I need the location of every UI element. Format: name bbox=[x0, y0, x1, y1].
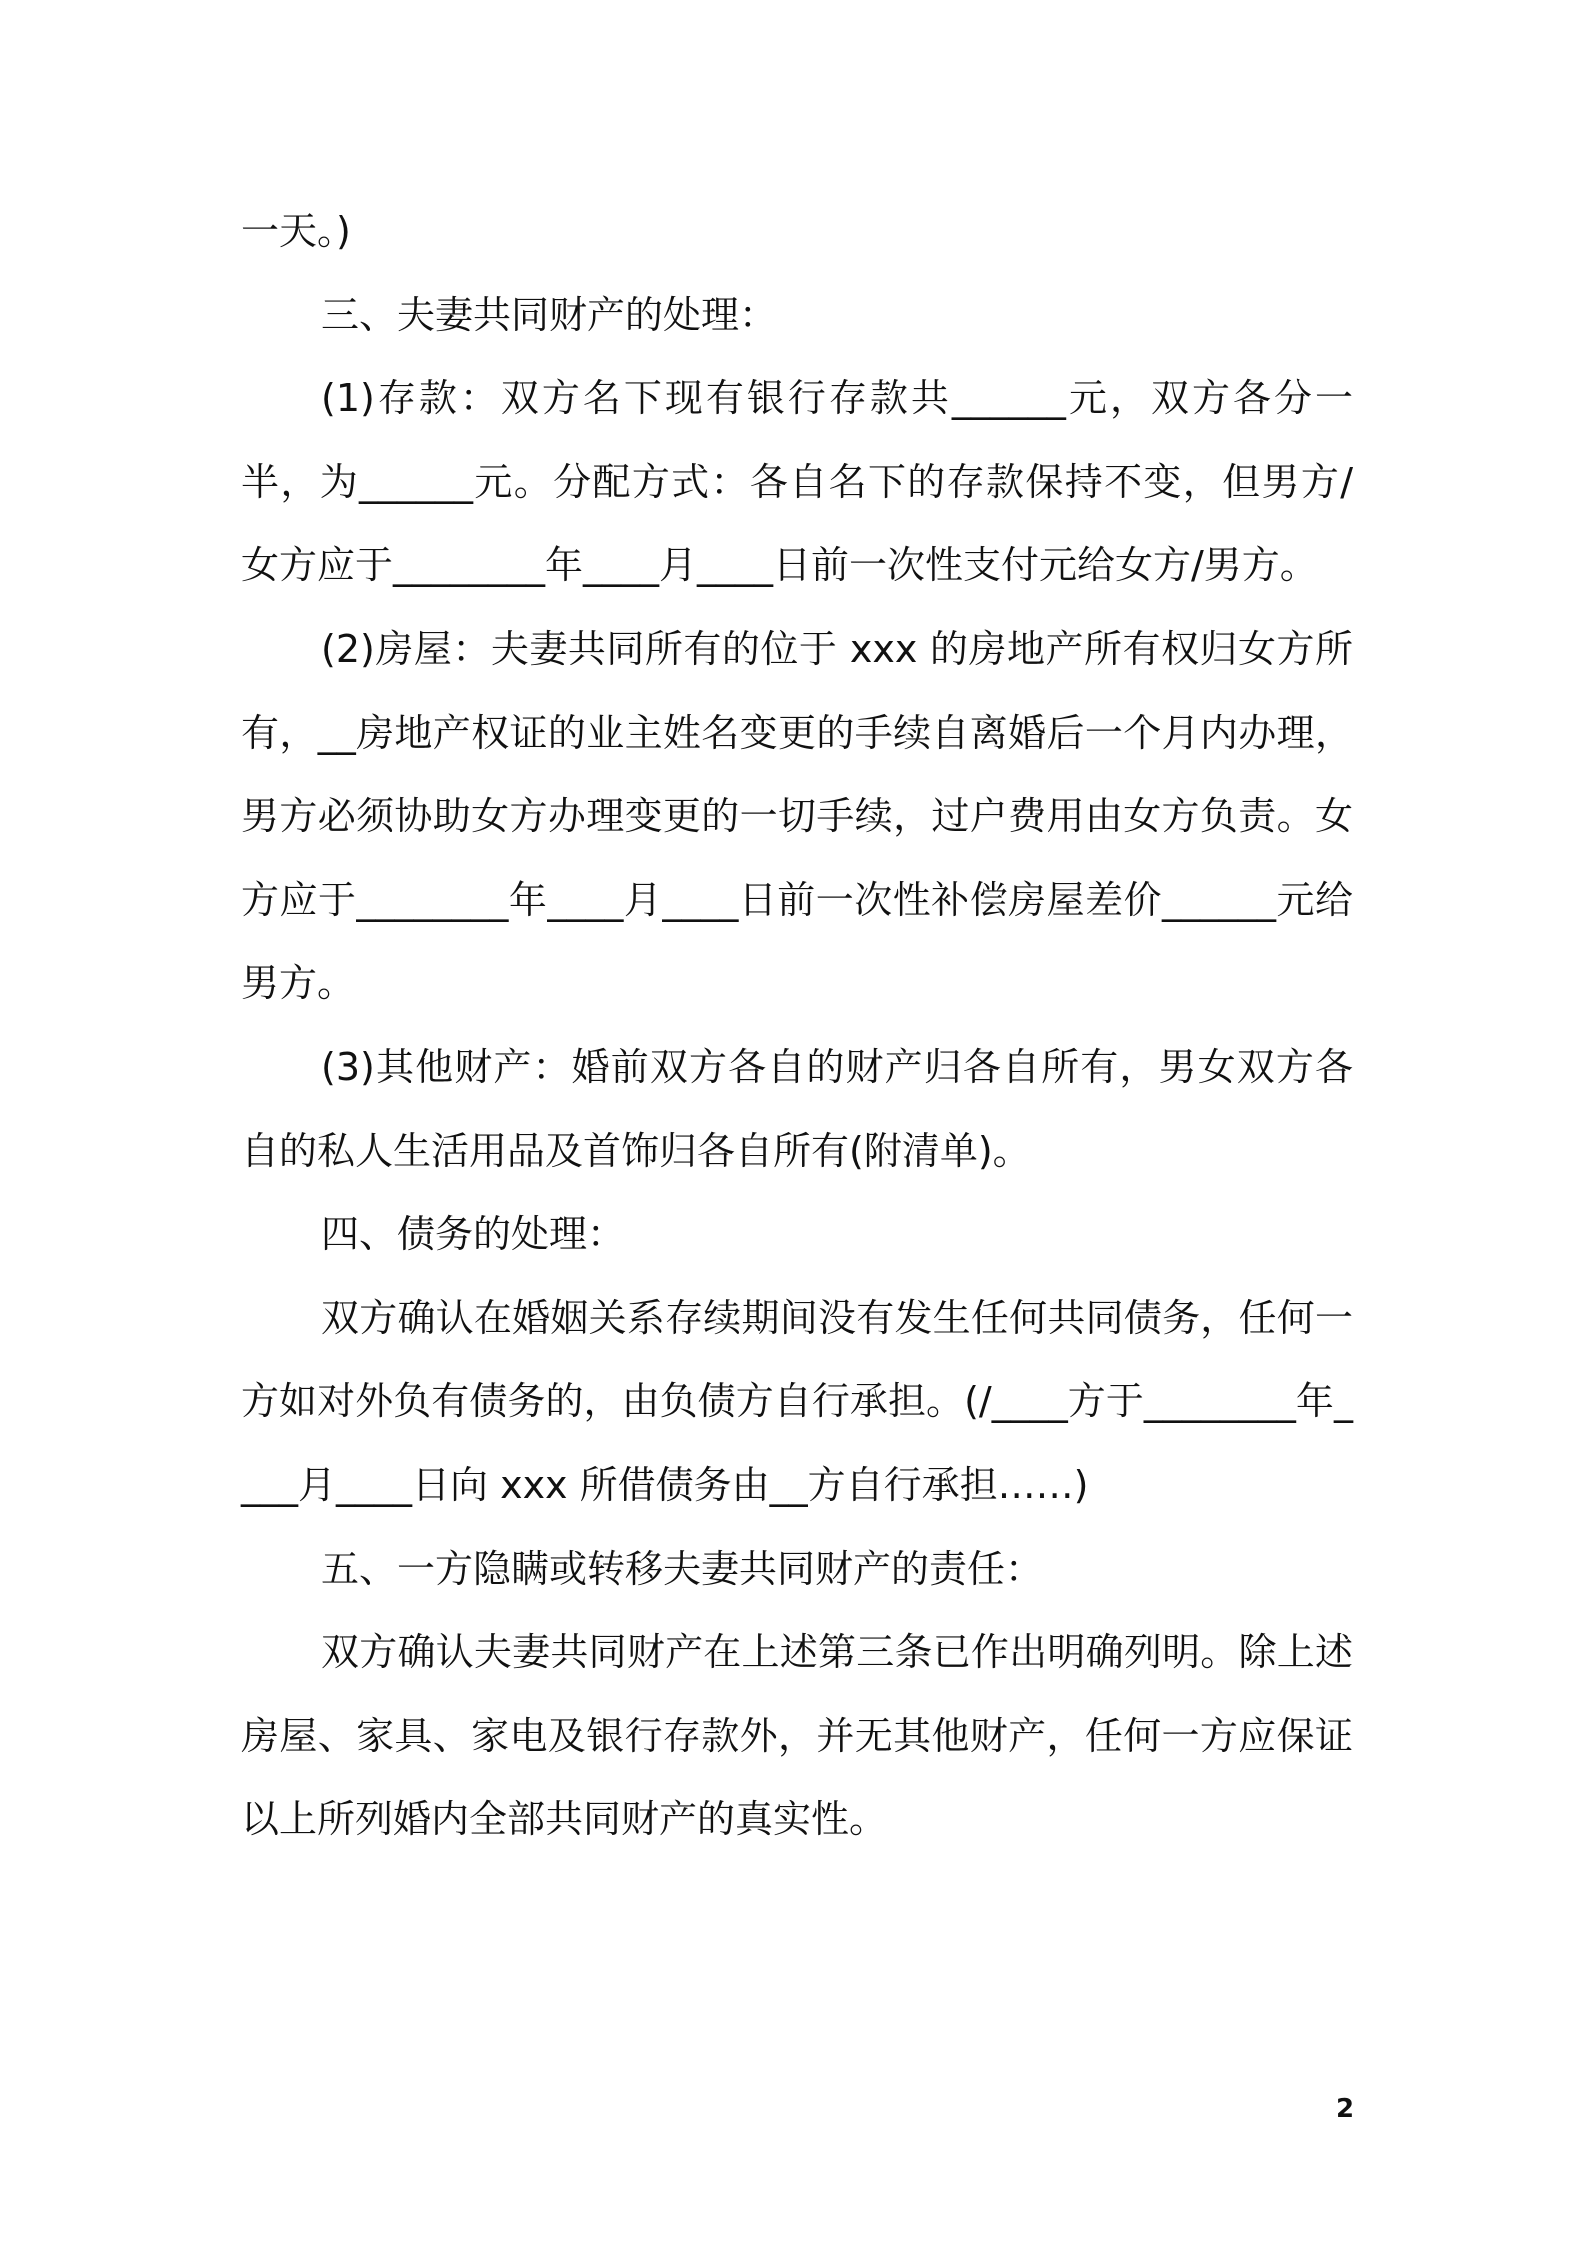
paragraph-debts: 双方确认在婚姻关系存续期间没有发生任何共同债务，任何一方如对外负有债务的，由负债方自行承担。(/____方于________年____月____日向 xxx 所借债务由__方自行承担……) bbox=[241, 1295, 1353, 1507]
section-heading-debts: 四、债务的处理： bbox=[321, 1212, 626, 1257]
document-body bbox=[241, 190, 1353, 1862]
paragraph-continuation: 一天。) bbox=[241, 209, 351, 253]
paragraph-house: (2)房屋：夫妻共同所有的位于 xxx 的房地产所有权归女方所有，__房地产权证的业主姓名变更的手续自离婚后一个月内办理，男方必须协助女方办理变更的一切手续，过户费用由女方负责。女方应于________年____月____日前一次性补偿房屋差价______元给男方。 bbox=[241, 626, 1353, 1006]
page-number: 2 bbox=[1336, 2094, 1355, 2124]
paragraph-other-property: (3)其他财产：婚前双方各自的财产归各自所有，男女双方各自的私人生活用品及首饰归各自所有(附清单)。 bbox=[241, 1044, 1353, 1173]
section-heading-concealment: 五、一方隐瞒或转移夫妻共同财产的责任： bbox=[321, 1546, 1044, 1591]
section-heading-joint-property: 三、夫妻共同财产的处理： bbox=[321, 292, 778, 337]
paragraph-concealment: 双方确认夫妻共同财产在上述第三条已作出明确列明。除上述房屋、家具、家电及银行存款外，并无其他财产，任何一方应保证以上所列婚内全部共同财产的真实性。 bbox=[241, 1630, 1353, 1842]
paragraph-deposits: (1)存款：双方名下现有银行存款共______元，双方各分一半，为______元。分配方式：各自名下的存款保持不变，但男方/女方应于________年____月____日前一次性支付元给女方/男方。 bbox=[241, 376, 1353, 588]
